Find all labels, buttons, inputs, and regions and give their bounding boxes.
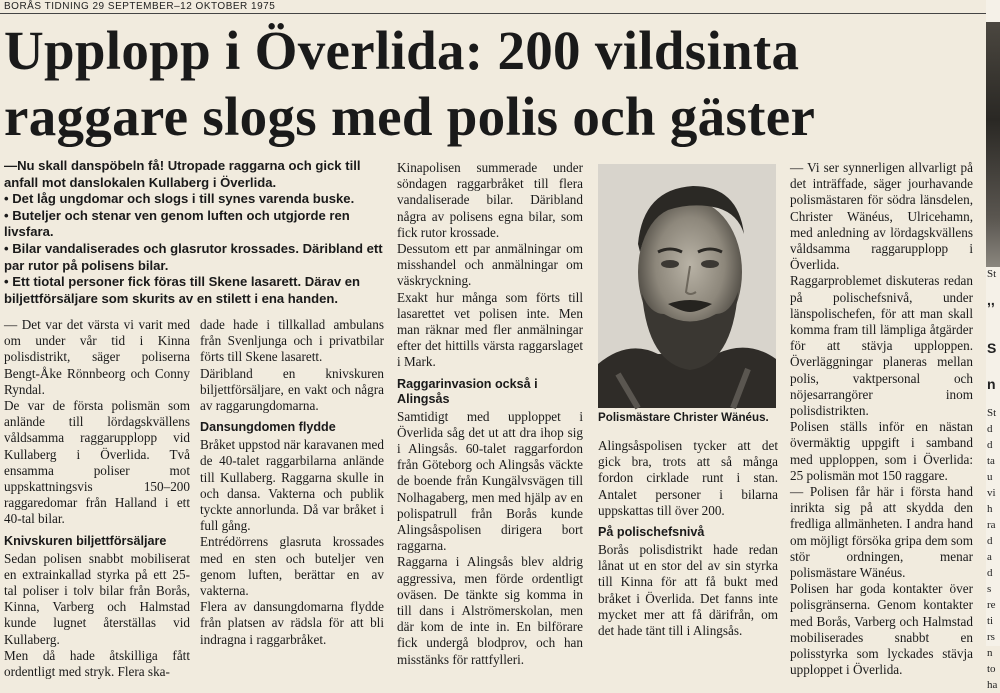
col4-subheading: På polischefsnivå xyxy=(598,525,705,540)
column-1 xyxy=(4,317,190,680)
strip-line-8: ra xyxy=(987,519,996,531)
strip-line-6: vi xyxy=(987,487,996,499)
lede xyxy=(4,158,384,307)
lede-intro: —Nu skall danspöbeln få! Utropade raggarna och gick till anfall mot danslokalen Kullaberg i Överlida. xyxy=(4,158,361,190)
col5-paragraph-5: Polisen har goda kontakter över polisgränserna. Genom kontakter med Borås, Varberg och Halmstad mobiliserades snabbt en polisstyrka som lyckades stävja upploppet i Överlida. xyxy=(790,581,973,678)
col5-paragraph-1: — Vi ser synnerligen allvarligt på det inträffade, säger jourhavande polismästaren för södra länsdelen, Christer Wänéus, Ulricehamn, med anledning av lördagskvällens våldsamma raggarupplopp i Överlida. xyxy=(790,160,973,273)
strip-line-7: h xyxy=(987,503,993,515)
strip-text-4: n xyxy=(987,376,996,392)
column-5 xyxy=(790,160,973,679)
col1-paragraph-3: Sedan polisen snabbt mobiliserat en extrainkallad styrka på ett 25-tal poliser i tolv bilar från Borås, Kinna, Varberg och Halmstad kunde lugnet återställas vid Kullaberg. xyxy=(4,550,190,647)
col3-subheading: Raggarinvasion också i Alingsås xyxy=(397,376,538,406)
strip-text-3: S xyxy=(987,340,997,356)
photo-caption: Polismästare Christer Wänéus. xyxy=(598,411,769,424)
col1-subheading: Knivskuren biljettförsäljare xyxy=(4,533,167,548)
col3-paragraph-3: Exakt hur många som förts till lasarettet vet polisen inte. Men man räknar med fler anmälningar efter det hittills värsta raggarslaget i Mark. xyxy=(397,289,583,370)
lede-bullet-3: • Bilar vandaliserades och glasrutor krossades. Däribland ett par rutor på polisens bilar. xyxy=(4,240,383,273)
strip-line-15: rs xyxy=(987,631,995,643)
col2-paragraph-5: Flera av dansungdomarna flydde från platsen av rädsla för att bli indragna i raggarbråket. xyxy=(200,599,384,647)
strip-line-2: d xyxy=(987,423,993,435)
strip-line-11: d xyxy=(987,567,993,579)
column-4 xyxy=(598,438,778,639)
portrait-illustration xyxy=(598,164,776,408)
headline xyxy=(4,18,988,150)
strip-line-18: ha xyxy=(987,679,998,691)
col4-paragraph-2: Borås polisdistrikt hade redan lånat ut en stor del av sin styrka till Kinna för att få bukt med bråket i Överlida. Det fanns inte mycket mer att få därifrån, om det hade tänt till i Alingsås. xyxy=(598,542,778,639)
strip-line-1: St xyxy=(987,407,997,419)
strip-line-16: n xyxy=(987,647,993,659)
strip-line-9: d xyxy=(987,535,993,547)
col3-paragraph-4: Samtidigt med upploppet i Överlida såg det ut att dra ihop sig i Alingsås. 60-talet raggarfordon från Göteborg och Alingsås väckte de boende från Kungälvsvägen till Nolhagaberg, men med hjälp av en polispatrull från Borås kunde Alingsåspolisen dirigera bort raggarna. xyxy=(397,408,583,554)
portrait-photo xyxy=(598,164,776,408)
strip-line-13: re xyxy=(987,599,996,611)
col2-paragraph-2: Däribland en knivskuren biljettförsäljare, en vakt och några av raggarungdomarna. xyxy=(200,365,384,414)
lede-bullet-4: • Ett tiotal personer fick föras till Skene lasarett. Därav en biljettförsäljare som skurits av en stilett i ena handen. xyxy=(4,274,361,306)
lede-bullet-2: • Buteljer och stenar ven genom luften och utgjorde ren livsfara. xyxy=(4,207,350,240)
col1-paragraph-1: — Det var det värsta vi varit med om under vår tid i Kinna polisdistrikt, säger poliserna Bengt-Åke Rönnbeorg och Conny Ryndal. xyxy=(4,317,190,397)
column-3 xyxy=(397,160,583,668)
strip-line-4: ta xyxy=(987,455,995,467)
col3-paragraph-5: Raggarna i Alingsås blev aldrig aggressiva, men förde ordentligt oväsen. De tänkte sig komma in till dans i Alströmerskolan, men där kom de inte in. En bilförare fick undergå blodprov, och han misstänks för rattfylleri. xyxy=(397,554,583,667)
strip-line-10: a xyxy=(987,551,992,563)
lede-bullet-1: • Det låg ungdomar och slogs i till synes varenda buske. xyxy=(4,191,355,207)
strip-line-3: d xyxy=(987,439,993,451)
col2-subheading: Dansungdomen flydde xyxy=(200,420,336,435)
strip-line-17: to xyxy=(987,663,996,675)
masthead-rule xyxy=(0,13,990,14)
column-2 xyxy=(200,317,384,648)
col3-paragraph-1: Kinapolisen summerade under söndagen raggarbråket till flera vandaliserade bilar. Däribland några av polisens egna bilar, som fick rutor krossade. xyxy=(397,160,583,240)
masthead: BORÅS TIDNING 29 SEPTEMBER–12 OKTOBER 1975 xyxy=(4,1,276,12)
adjacent-photo xyxy=(986,22,1000,267)
col5-paragraph-4: — Polisen får här i första hand inrikta sig på att skydda den fredliga allmänheten. I andra hand om möjligt försöka gripa dem som stör ordningen, menar polismästare Wänéus. xyxy=(790,484,973,581)
strip-line-12: s xyxy=(987,583,992,595)
col5-paragraph-2: Raggarproblemet diskuteras redan på polischefsnivå, under länspolischefen, för att man skall komma fram till lämpliga åtgärder för att stävja upploppen. Överläggningar planeras mellan polis, vaktpersonal och nöjesarrangörer inom polisdistrikten. xyxy=(790,273,973,419)
col1-paragraph-2: De var de första polismän som anlände till lördagskvällens våldsamma raggarupplopp vid Kullaberg i Överlida. Två ensamma poliser mot uppskattningsvis 150–200 raggaredomar från Halland i ett 40-tal bilar. xyxy=(4,398,190,527)
headline-line-2: raggare slogs med polis och gäster xyxy=(4,86,816,147)
adjacent-page-strip xyxy=(986,0,1000,691)
col2-paragraph-4: Entrédörrens glasruta krossades med en sten och buteljer ven genom luften, berättar en av vakterna. xyxy=(200,534,384,599)
strip-text-2: ,, xyxy=(987,292,995,308)
headline-line-1: Upplopp i Överlida: 200 vildsinta xyxy=(4,20,800,81)
col2-paragraph-3: Bråket uppstod när karavanen med de 40-talet raggarbilarna anlände till Kullaberg. Raggarna skulle in och dansa. Vakterna och publik tyckte annorlunda. Då var bråket i full gång. xyxy=(200,437,384,534)
col5-paragraph-3: Polisen ställs inför en nästan övermäktig uppgift i samband med upploppen, som i Överlida: 25 polismän mot 150 raggare. xyxy=(790,419,973,483)
strip-line-5: u xyxy=(987,471,993,483)
strip-line-14: ti xyxy=(987,615,994,627)
col2-paragraph-1: dade hade i tillkallad ambulans från Svenljunga och i privatbilar förts till Skene lasarett. xyxy=(200,317,384,365)
strip-text-1: St xyxy=(987,268,997,280)
col4-paragraph-1: Alingsåspolisen tycker att det gick bra, trots att så många fordon cirklade runt i stan. Antalet personer i bilarna uppskattas till över 200. xyxy=(598,438,778,518)
col1-paragraph-4: Men då hade åtskilliga fått ordentligt med stryk. Flera ska- xyxy=(4,647,190,680)
col3-paragraph-2: Dessutom ett par anmälningar om misshandel och anmälningar om väskryckning. xyxy=(397,241,583,289)
